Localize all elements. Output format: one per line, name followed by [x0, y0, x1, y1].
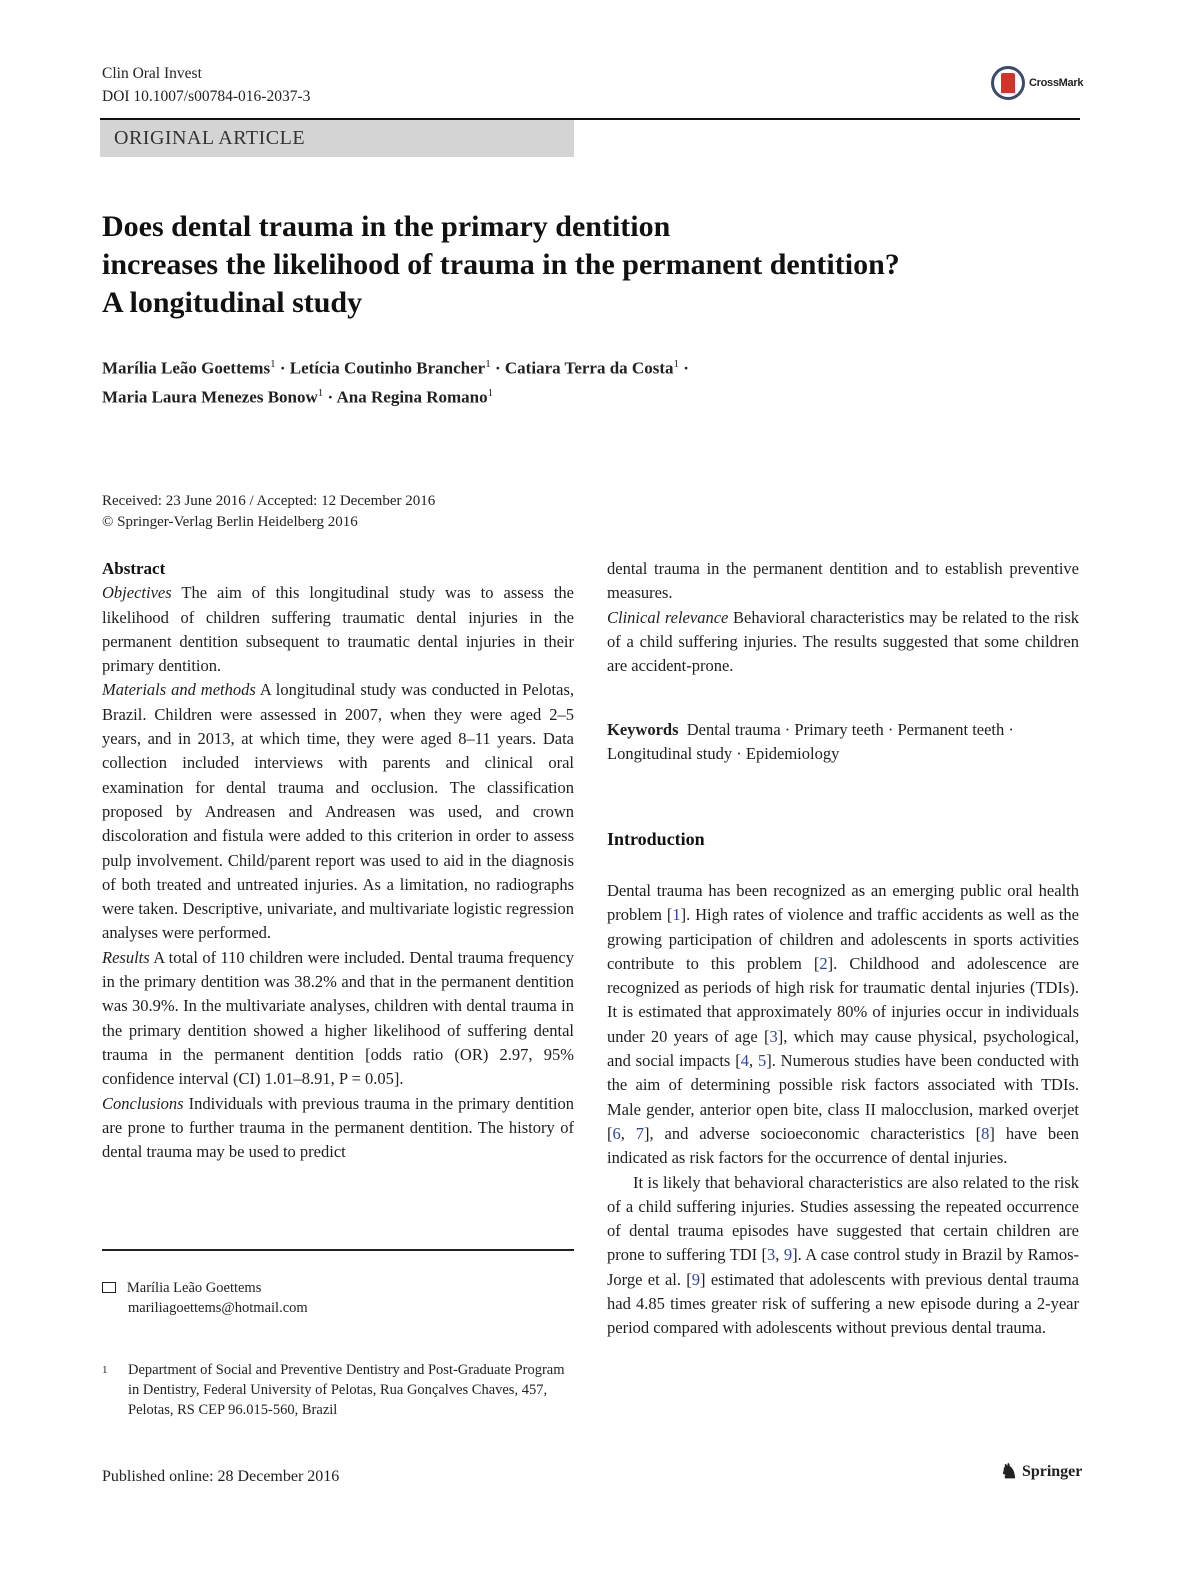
- affiliation-footnote: [102, 1360, 574, 1420]
- intro-text: ]. A case control study in Brazil by Ramos-Jorge et al. [: [607, 1245, 1080, 1289]
- doi[interactable]: DOI 10.1007/s00784-016-2037-3: [102, 88, 311, 105]
- envelope-icon: [102, 1282, 116, 1293]
- abstract-conclusions: [102, 1092, 574, 1165]
- affiliation-mark: 1: [673, 358, 679, 370]
- title-line-2: increases the likelihood of trauma in the permanent dentition?: [102, 248, 900, 281]
- keywords-list: Dental trauma · Primary teeth · Permanent teeth · Longitudinal study · Epidemiology: [607, 720, 1014, 764]
- copyright: © Springer-Verlag Berlin Heidelberg 2016: [102, 514, 358, 530]
- author-name[interactable]: Letícia Coutinho Brancher: [289, 358, 486, 378]
- affiliation-text: Department of Social and Preventive Dentistry and Post-Graduate Program in Dentistry, Federal University of Pelotas, Rua Gonçalves Chaves, 457, Pelotas, RS CEP 96.015-560, Brazil: [128, 1362, 565, 1418]
- published-online: Published online: 28 December 2016: [102, 1468, 340, 1485]
- corresponding-author: [102, 1278, 574, 1318]
- keywords-label: Keywords: [607, 720, 679, 739]
- received-accepted: Received: 23 June 2016 / Accepted: 12 December 2016: [102, 493, 436, 509]
- abstract-results: [102, 946, 574, 1092]
- introduction-body: [607, 879, 1079, 1341]
- citation-link[interactable]: 2: [819, 953, 828, 973]
- intro-text: ]. Childhood and adolescence are recognized as periods of high risk for traumatic dental injuries (TDIs). It is estimated that approximately 80% of injuries occur in individuals under 20 years of age [: [607, 953, 1079, 1046]
- citation-separator: ,: [620, 1123, 636, 1143]
- citation-link[interactable]: 1: [672, 905, 681, 925]
- intro-paragraph-2: [607, 1171, 1079, 1341]
- affiliation-mark: 1: [487, 386, 494, 399]
- conclusions-label: Conclusions: [102, 1093, 184, 1113]
- citation-link[interactable]: 8: [981, 1123, 990, 1143]
- author-separator: ·: [275, 358, 290, 378]
- methods-text: A longitudinal study was conducted in Pelotas, Brazil. Children were assessed in 2007, when they were aged 2–5 years, and in 2013, at which time, they were aged 8–11 years. Data collection included interviews with parents and clinical oral examination for dental trauma and occlusion. The classification proposed by Andreasen and Andreasen was used, and crown discoloration and fistula were added to this criterion in order to assess pulp involvement. Child/parent report was used to aid in the diagnosis of both treated and untreated injuries. As a limitation, no radiographs were taken. Descriptive, univariate, and multivariate logistic regression analyses were performed.: [102, 680, 574, 943]
- objectives-label: Objectives: [102, 583, 172, 603]
- intro-text: Dental trauma has been recognized as an emerging public oral health problem [: [607, 881, 1079, 925]
- introduction-heading: Introduction: [607, 829, 705, 849]
- author-separator: ·: [490, 358, 505, 378]
- abstract-objectives: [102, 581, 574, 678]
- citation-link[interactable]: 3: [767, 1245, 776, 1265]
- intro-text: ], which may cause physical, psychological, and social impacts [: [607, 1026, 1079, 1071]
- citation-separator: ,: [775, 1245, 784, 1265]
- conclusions-text: Individuals with previous trauma in the primary dentition are prone to further trauma in the permanent dentition. The history of dental trauma may be used to predict: [102, 1093, 575, 1162]
- crossmark-icon: [991, 66, 1025, 100]
- article-type-label: ORIGINAL ARTICLE: [114, 127, 306, 149]
- results-label: Results: [102, 947, 150, 967]
- intro-text: ], and adverse socioeconomic characteristics [: [644, 1123, 982, 1143]
- intro-text: ] have been indicated as risk factors for the occurrence of dental injuries.: [607, 1123, 1080, 1168]
- author-name[interactable]: Ana Regina Romano: [336, 387, 488, 407]
- citation-link[interactable]: 5: [757, 1051, 767, 1071]
- citation-link[interactable]: 7: [635, 1123, 645, 1143]
- affiliation-mark: 1: [485, 358, 491, 370]
- author-name[interactable]: Catiara Terra da Costa: [504, 358, 674, 378]
- title-line-3: A longitudinal study: [102, 286, 363, 319]
- springer-horse-icon: ♞: [1000, 1461, 1018, 1483]
- citation-link[interactable]: 3: [769, 1026, 778, 1046]
- conclusions-continued: dental trauma in the permanent dentition and to establish preventive measures.: [607, 559, 1079, 603]
- journal-name: Clin Oral Invest: [102, 65, 202, 82]
- affiliation-mark: 1: [270, 358, 276, 370]
- intro-text: ]. Numerous studies have been conducted with the aim of determining possible risk factors associated with TDIs. Male gender, anterior open bite, class II malocclusion, marked overjet [: [607, 1051, 1079, 1143]
- citation-link[interactable]: 4: [740, 1051, 749, 1071]
- clinical-text: Behavioral characteristics may be related to the risk of a child suffering injuries. The results suggested that some children are accident-prone.: [607, 607, 1080, 676]
- abstract-clinical-relevance: [607, 606, 1079, 679]
- results-text: A total of 110 children were included. Dental trauma frequency in the primary dentition was 38.2% and that in the permanent dentition was 30.9%. In the multivariate analyses, children with dental trauma in the primary dentition showed a higher likelihood of suffering dental trauma in the permanent dentition [odds ratio (OR) 2.97, 95% confidence interval (CI) 1.01–8.91, P = 0.05].: [102, 947, 574, 1089]
- crossmark-label: CrossMark: [1029, 77, 1084, 89]
- keywords: [607, 718, 1079, 767]
- citation-link[interactable]: 9: [783, 1245, 793, 1265]
- crossmark-badge[interactable]: [991, 66, 1083, 100]
- author-name[interactable]: Marília Leão Goettems: [102, 358, 271, 378]
- title-line-1: Does dental trauma in the primary dentition: [102, 210, 671, 243]
- springer-logo: [1000, 1462, 1082, 1482]
- publisher-name: Springer: [1021, 1463, 1083, 1480]
- abstract-continued: [607, 557, 1079, 678]
- article-title: [102, 208, 1082, 322]
- intro-text: ] estimated that adolescents with previous dental trauma had 4.85 times greater risk of suffering a new episode during a 2-year period compared with adolescents without previous dental trauma.: [607, 1269, 1079, 1338]
- affiliation-mark: 1: [317, 386, 324, 399]
- footnote-rule: [102, 1249, 574, 1251]
- intro-paragraph-1: [607, 879, 1079, 1171]
- intro-text: ]. High rates of violence and traffic accidents as well as the growing participation of children and adolescents in sports activities contribute to this problem [: [607, 905, 1079, 973]
- affiliation-number: 1: [102, 1364, 108, 1376]
- methods-label: Materials and methods: [102, 680, 256, 700]
- objectives-text: The aim of this longitudinal study was to assess the likelihood of children suffering traumatic dental injuries in the permanent dentition subsequent to traumatic dental injuries in their primary dentition.: [102, 583, 575, 676]
- corresponding-name: Marília Leão Goettems: [126, 1280, 262, 1296]
- abstract-methods: [102, 678, 574, 945]
- citation-separator: ,: [748, 1051, 758, 1071]
- citation-link[interactable]: 6: [612, 1123, 621, 1143]
- article-type-banner: [100, 120, 574, 157]
- abstract: [102, 557, 574, 1164]
- clinical-label: Clinical relevance: [607, 607, 729, 627]
- author-separator: ·: [323, 387, 337, 407]
- intro-text: It is likely that behavioral characteristics are also related to the risk of a child suffering injuries. Studies assessing the repeated occurrence of dental trauma episodes have suggested that certain children are prone to suffering TDI [: [607, 1172, 1079, 1265]
- author-list: [102, 352, 1082, 409]
- author-separator: ·: [678, 358, 689, 378]
- article-dates: [102, 491, 435, 533]
- abstract-heading: Abstract: [102, 559, 166, 578]
- corresponding-email[interactable]: mariliagoettems@hotmail.com: [128, 1300, 308, 1316]
- citation-link[interactable]: 9: [691, 1269, 701, 1289]
- author-name[interactable]: Maria Laura Menezes Bonow: [102, 387, 318, 407]
